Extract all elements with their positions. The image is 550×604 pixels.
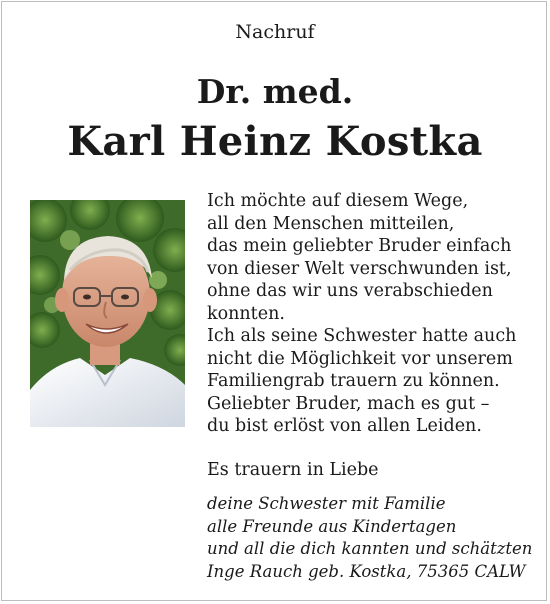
academic-title: Dr. med. xyxy=(196,72,354,111)
message-line: Ich möchte auf diesem Wege, xyxy=(207,191,469,211)
message-line: konnten. xyxy=(207,303,285,324)
message-line: ohne das wir uns verabschieden xyxy=(207,281,493,301)
farewell-message xyxy=(207,190,516,438)
message-line: das mein geliebter Bruder einfach xyxy=(207,236,512,256)
message-line: Ich als seine Schwester hatte auch xyxy=(207,326,517,346)
message-line: du bist erlöst von allen Leiden. xyxy=(207,416,482,436)
notice-label: Nachruf xyxy=(235,21,315,43)
portrait-photo xyxy=(30,200,185,427)
mourners-intro: Es trauern in Liebe xyxy=(207,460,379,480)
deceased-name: Karl Heinz Kostka xyxy=(67,118,483,165)
mourner-line: Inge Rauch geb. Kostka, 75365 CALW xyxy=(207,561,526,581)
message-line: von dieser Welt verschwunden ist, xyxy=(207,258,512,279)
message-line: all den Menschen mitteilen, xyxy=(207,213,455,234)
message-line: nicht die Möglichkeit vor unserem xyxy=(207,348,513,369)
mourner-line: alle Freunde aus Kindertagen xyxy=(207,516,457,536)
message-line: Familiengrab trauern zu können. xyxy=(207,371,500,391)
mourners-list xyxy=(207,493,532,583)
message-line: Geliebter Bruder, mach es gut – xyxy=(207,393,490,414)
mourner-line: deine Schwester mit Familie xyxy=(207,494,446,513)
mourner-line: und all die dich kannten und schätzten xyxy=(207,539,533,558)
